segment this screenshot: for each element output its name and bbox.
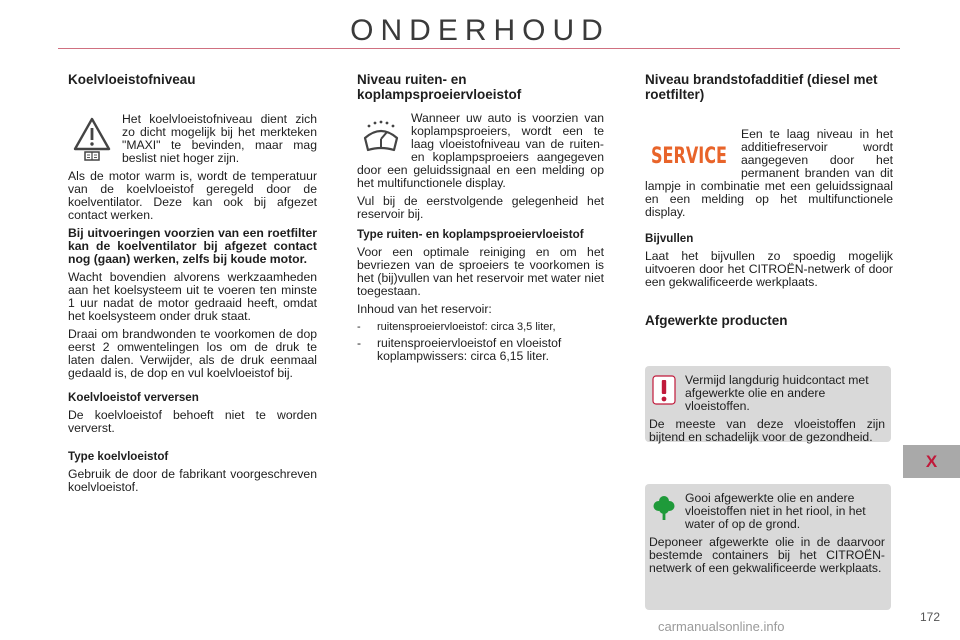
coolant-text-2: Als de motor warm is, wordt de temperatuur van de koelvloeistof geregeld door de koelventilator. Deze kan ook bij afgezet contact werken. bbox=[68, 169, 317, 222]
coolant-replace-text: De koelvloeistof behoeft niet te worden ververst. bbox=[68, 408, 317, 435]
washer-intro: Wanneer uw auto is voorzien van koplampsproeiers, wordt een te laag vloeistofniveau van de ruiten- en koplampsproeiers aangegeven door een geluidssignaal en een melding op het multifunctionele display. bbox=[357, 111, 604, 190]
additive-intro: Een te laag niveau in het additiefreservoir wordt aangegeven door het permanent branden van dit lampje in combinatie met een geluidssignaal en een melding op het multifunctionele display. bbox=[645, 127, 893, 219]
chapter-tab[interactable]: X bbox=[903, 445, 960, 478]
washer-capacity-list bbox=[357, 321, 604, 363]
coolant-replace-heading: Koelvloeistof verversen bbox=[68, 391, 199, 404]
page-number: 172 bbox=[920, 610, 941, 624]
list-item: - ruitensproeiervloeistof: circa 3,5 liter, bbox=[357, 321, 556, 333]
disposal-text-2: Deponeer afgewerkte olie in de daarvoor bestemde containers bij het CITROËN-netwerk of een gekwalificeerde werkplaats. bbox=[649, 535, 885, 575]
disposal-text-1: Gooi afgewerkte olie en andere vloeistoffen niet in het riool, in het water of op de grond. bbox=[685, 491, 866, 531]
skin-contact-text: Vermijd langdurig huidcontact met afgewerkte olie en andere vloeistoffen. bbox=[685, 373, 869, 413]
coolant-text-4: Wacht bovendien alvorens werkzaamheden aan het koelsysteem uit te voeren ten minste 1 uur nadat de motor gedraaid heeft, omdat het koelsysteem onder druk staat. bbox=[68, 270, 317, 323]
svg-text:SERVICE: SERVICE bbox=[651, 144, 727, 169]
harmful-text: De meeste van deze vloeistoffen zijn bijtend en schadelijk voor de gezondheid. bbox=[649, 417, 885, 444]
coolant-type-heading: Type koelvloeistof bbox=[68, 450, 169, 463]
coolant-text-3: Bij uitvoeringen voorzien van een roetfilter kan de koelventilator bij afgezet contact nog (gaan) werken, zelfs bij koude motor. bbox=[68, 226, 317, 266]
coolant-type-text: Gebruik de door de fabrikant voorgeschreven koelvloeistof. bbox=[68, 467, 317, 494]
waste-products-heading: Afgewerkte producten bbox=[645, 313, 788, 328]
column-coolant bbox=[68, 72, 317, 499]
title-divider bbox=[58, 48, 900, 49]
additive-refill-text: Laat het bijvullen zo spoedig mogelijk uitvoeren door het CITROËN-netwerk of door een gekwalificeerde werkplaats. bbox=[645, 249, 893, 289]
coolant-text-5: Draai om brandwonden te voorkomen de dop eerst 2 omwentelingen los om de druk te laten dalen. Verwijder, als de druk eenmaal gedaald is, de dop en vul koelvloeistof bij. bbox=[68, 327, 317, 380]
list-item: - ruitensproeiervloeistof en vloeistof koplampwissers: circa 6,15 liter. bbox=[357, 336, 562, 363]
watermark: carmanualsonline.info bbox=[658, 619, 785, 634]
tree-icon bbox=[651, 492, 677, 524]
washer-capacity-label: Inhoud van het reservoir: bbox=[357, 302, 492, 316]
windscreen-washer-icon bbox=[357, 112, 405, 164]
exclamation-icon bbox=[651, 374, 677, 406]
washer-heading: Niveau ruiten- en koplampsproeiervloeistof bbox=[357, 72, 522, 102]
coolant-warning-icon bbox=[68, 113, 116, 165]
washer-type-text: Voor een optimale reiniging en om het bevriezen van de sproeiers te voorkomen is het (bij)vullen van het reservoir met water niet toegestaan. bbox=[357, 245, 604, 298]
coolant-heading: Koelvloeistofniveau bbox=[68, 72, 196, 87]
column-additive bbox=[645, 72, 893, 328]
page-title: ONDERHOUD bbox=[350, 14, 610, 47]
skin-contact-warning-box bbox=[645, 366, 891, 442]
service-warning-icon bbox=[645, 128, 733, 180]
washer-type-heading: Type ruiten- en koplampsproeiervloeistof bbox=[357, 228, 584, 241]
column-washer bbox=[357, 72, 604, 366]
coolant-intro: Het koelvloeistofniveau dient zich zo dicht mogelijk bij het merkteken "MAXI" te bevinden, maar mag beslist niet hoger zijn. bbox=[122, 112, 317, 165]
washer-text-2: Vul bij de eerstvolgende gelegenheid het reservoir bij. bbox=[357, 194, 604, 221]
disposal-info-box bbox=[645, 484, 891, 610]
additive-heading: Niveau brandstofadditief (diesel met roetfilter) bbox=[645, 72, 878, 102]
additive-refill-heading: Bijvullen bbox=[645, 232, 694, 245]
